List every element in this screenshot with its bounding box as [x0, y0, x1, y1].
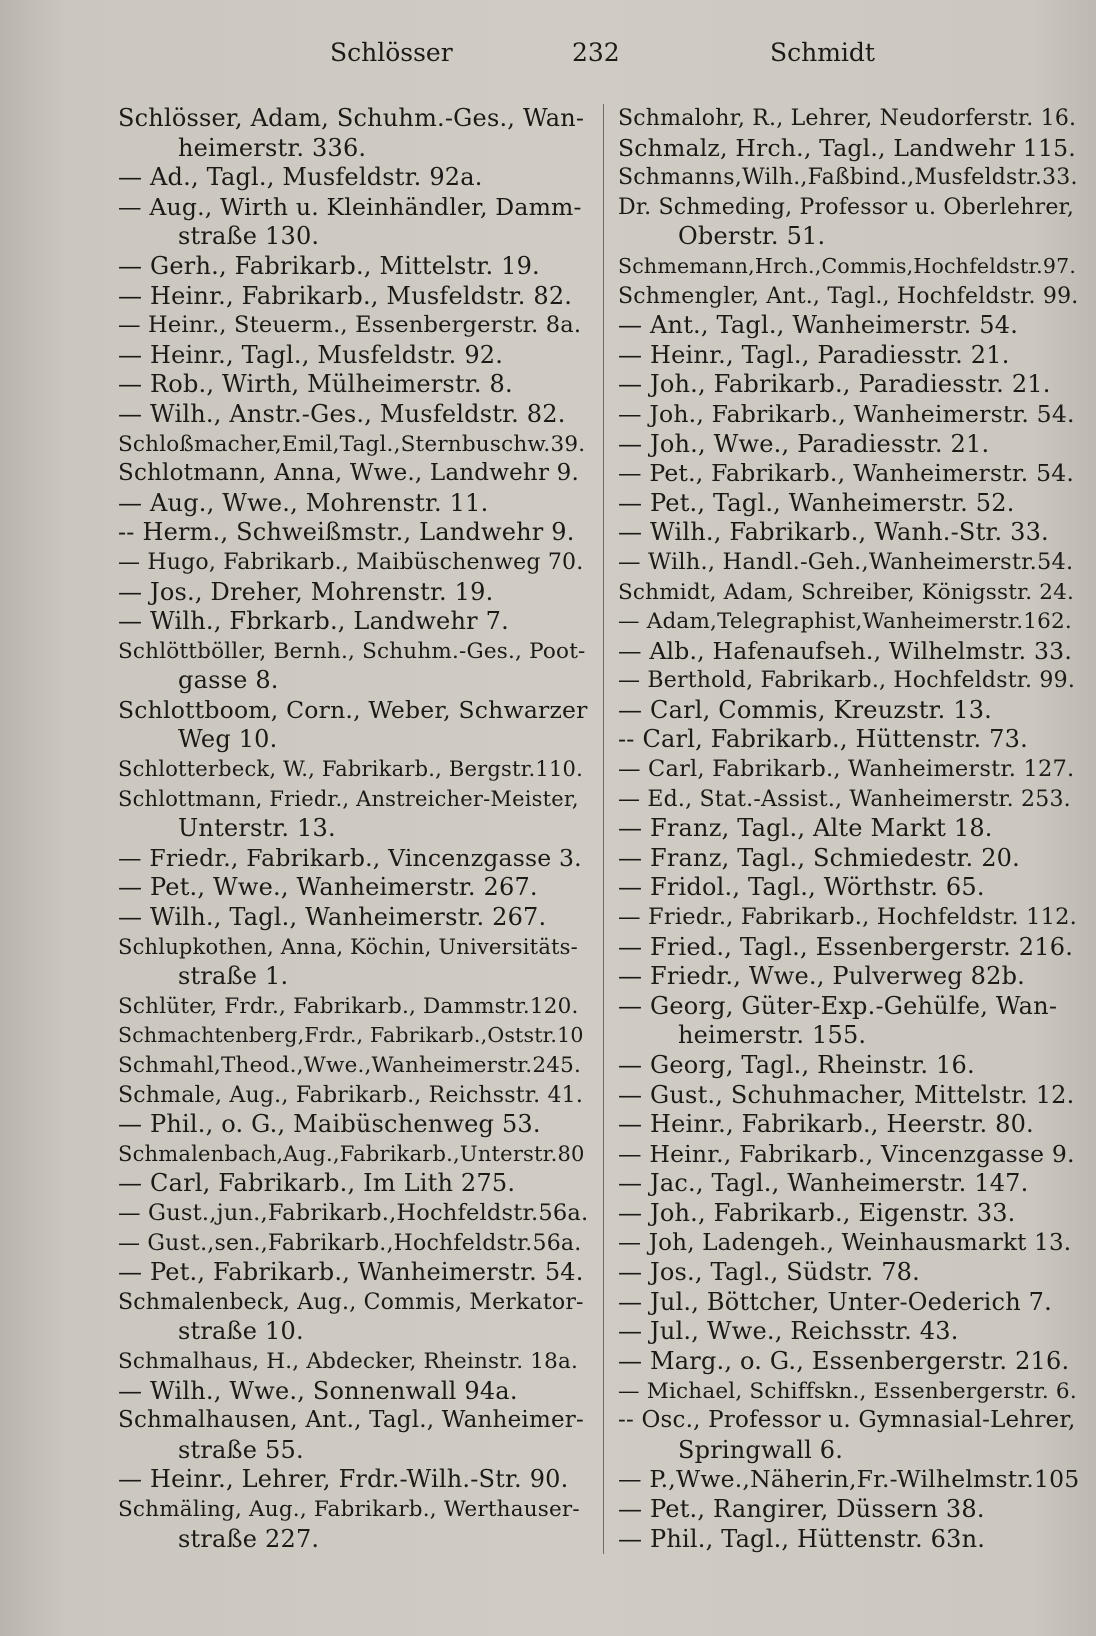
directory-line: Schmalenbeck, Aug., Commis, Merkator- [118, 1289, 584, 1315]
directory-line: Springwall 6. [678, 1435, 844, 1464]
directory-line: — Marg., o. G., Essenbergerstr. 216. [618, 1346, 1070, 1375]
directory-line: — Wilh., Tagl., Wanheimerstr. 267. [118, 903, 547, 932]
directory-line: Schmalhausen, Ant., Tagl., Wanheimer- [118, 1407, 584, 1434]
directory-line: — Franz, Tagl., Schmiedestr. 20. [618, 843, 1020, 872]
page-header [0, 38, 1096, 78]
directory-line: — Michael, Schiffskn., Essenbergerstr. 6. [618, 1378, 1077, 1404]
directory-line: — Georg, Güter-Exp.-Gehülfe, Wan- [618, 991, 1058, 1020]
directory-line: — Ant., Tagl., Wanheimerstr. 54. [618, 311, 1019, 340]
directory-line: — Joh., Fabrikarb., Eigenstr. 33. [618, 1198, 1016, 1227]
directory-line: gasse 8. [178, 666, 279, 695]
directory-line: — Gust.,jun.,Fabrikarb.,Hochfeldstr.56a. [118, 1199, 589, 1226]
directory-line: straße 130. [178, 222, 320, 251]
left-column [118, 104, 588, 1554]
directory-line: Schlöttböller, Bernh., Schuhm.-Ges., Poot- [118, 638, 586, 664]
directory-line: — Adam,Telegraphist,Wanheimerstr.162. [618, 609, 1072, 635]
directory-line: Schmahl,Theod.,Wwe.,Wanheimerstr.245. [118, 1053, 581, 1078]
directory-line: — Georg, Tagl., Rheinstr. 16. [618, 1051, 975, 1079]
directory-line: Schloßmacher,Emil,Tagl.,Sternbuschw.39. [118, 431, 586, 457]
directory-line: — Heinr., Tagl., Musfeldstr. 92. [118, 340, 504, 369]
directory-line: — Carl, Commis, Kreuzstr. 13. [618, 695, 993, 724]
directory-line: Schmalenbach,Aug.,Fabrikarb.,Unterstr.80 [118, 1141, 585, 1166]
header-first-name: Schlösser [330, 38, 453, 67]
directory-line: — Phil., o. G., Maibüschenweg 53. [118, 1110, 541, 1139]
directory-line: — Ed., Stat.-Assist., Wanheimerstr. 253. [618, 786, 1071, 812]
right-column [618, 104, 1080, 1554]
directory-line: -- Carl, Fabrikarb., Hüttenstr. 73. [618, 725, 1028, 754]
directory-line: — Friedr., Wwe., Pulverweg 82b. [618, 962, 1026, 991]
directory-line: — Pet., Rangirer, Düssern 38. [618, 1494, 985, 1523]
directory-line: — Heinr., Tagl., Paradiesstr. 21. [618, 340, 1010, 369]
directory-line: straße 1. [178, 962, 289, 991]
directory-line: — Rob., Wirth, Mülheimerstr. 8. [118, 370, 513, 399]
directory-line: Schmalz, Hrch., Tagl., Landwehr 115. [618, 133, 1076, 162]
directory-line: straße 227. [178, 1524, 320, 1553]
directory-line: — Joh., Wwe., Paradiesstr. 21. [618, 429, 990, 458]
column-divider [603, 104, 604, 1554]
directory-line: — Franz, Tagl., Alte Markt 18. [618, 814, 993, 843]
directory-line: — Friedr., Fabrikarb., Vincenzgasse 3. [118, 843, 582, 872]
directory-line: -- Herm., Schweißmstr., Landwehr 9. [118, 518, 575, 547]
directory-line: — Heinr., Steuerm., Essenbergerstr. 8a. [118, 312, 582, 339]
directory-line: — Heinr., Fabrikarb., Vincenzgasse 9. [618, 1139, 1075, 1168]
directory-line: — Jul., Wwe., Reichsstr. 43. [618, 1317, 959, 1346]
directory-line: — Fried., Tagl., Essenbergerstr. 216. [618, 932, 1074, 961]
directory-line: — Heinr., Fabrikarb., Musfeldstr. 82. [118, 281, 573, 310]
directory-line: — Joh., Fabrikarb., Paradiesstr. 21. [618, 370, 1051, 399]
directory-line: — Phil., Tagl., Hüttenstr. 63n. [618, 1524, 986, 1553]
directory-line: Schmemann,Hrch.,Commis,Hochfeldstr.97. [618, 253, 1077, 278]
directory-line: — Wilh., Fabrikarb., Wanh.-Str. 33. [618, 518, 1049, 547]
directory-line: — Wilh., Handl.-Geh.,Wanheimerstr.54. [618, 548, 1074, 575]
directory-line: — Pet., Tagl., Wanheimerstr. 52. [618, 488, 1015, 517]
directory-line: — Jul., Böttcher, Unter-Oederich 7. [618, 1287, 1052, 1316]
directory-line: straße 10. [178, 1317, 304, 1346]
directory-line: Oberstr. 51. [678, 222, 826, 251]
directory-line: Schlottboom, Corn., Weber, Schwarzer [118, 695, 588, 724]
directory-line: — Gust., Schuhmacher, Mittelstr. 12. [618, 1080, 1075, 1109]
directory-line: — Heinr., Fabrikarb., Heerstr. 80. [618, 1110, 1034, 1139]
directory-line: — Joh, Ladengeh., Weinhausmarkt 13. [618, 1229, 1072, 1256]
directory-line: — Hugo, Fabrikarb., Maibüschenweg 70. [118, 549, 584, 575]
directory-line: — Gerh., Fabrikarb., Mittelstr. 19. [118, 251, 540, 280]
directory-line: Unterstr. 13. [178, 814, 336, 843]
directory-line: — Berthold, Fabrikarb., Hochfeldstr. 99. [618, 668, 1076, 694]
directory-line: — Pet., Wwe., Wanheimerstr. 267. [118, 873, 538, 902]
directory-line: Schmanns,Wilh.,Faßbind.,Musfeldstr.33. [618, 165, 1078, 191]
directory-line: Schmalhaus, H., Abdecker, Rheinstr. 18a. [118, 1348, 579, 1374]
directory-line: — Pet., Fabrikarb., Wanheimerstr. 54. [118, 1258, 584, 1287]
header-last-name: Schmidt [770, 38, 875, 67]
directory-line: — Wilh., Anstr.-Ges., Musfeldstr. 82. [118, 399, 566, 428]
directory-line: — Aug., Wwe., Mohrenstr. 11. [118, 488, 489, 517]
directory-line: — P.,Wwe.,Näherin,Fr.-Wilhelmstr.105 [618, 1465, 1080, 1494]
directory-line: — Heinr., Lehrer, Frdr.-Wilh.-Str. 90. [118, 1465, 569, 1494]
directory-line: Schlupkothen, Anna, Köchin, Universitäts- [118, 934, 578, 959]
directory-line: — Wilh., Wwe., Sonnenwall 94a. [118, 1376, 518, 1405]
directory-line: — Pet., Fabrikarb., Wanheimerstr. 54. [618, 459, 1075, 488]
directory-line: — Alb., Hafenaufseh., Wilhelmstr. 33. [618, 636, 1072, 665]
directory-line: Schlottmann, Friedr., Anstreicher-Meister, [118, 786, 579, 811]
directory-line: -- Osc., Professor u. Gymnasial-Lehrer, [618, 1407, 1076, 1434]
directory-line: Schmäling, Aug., Fabrikarb., Werthauser- [118, 1496, 580, 1522]
directory-line: — Carl, Fabrikarb., Im Lith 275. [118, 1169, 516, 1198]
directory-line: — Jos., Dreher, Mohrenstr. 19. [118, 577, 494, 606]
directory-line: Schlösser, Adam, Schuhm.-Ges., Wan- [118, 104, 585, 132]
directory-line: — Gust.,sen.,Fabrikarb.,Hochfeldstr.56a. [118, 1230, 582, 1256]
directory-line: — Jac., Tagl., Wanheimerstr. 147. [618, 1169, 1029, 1198]
page-number: 232 [572, 38, 620, 67]
directory-line: — Fridol., Tagl., Wörthstr. 65. [618, 873, 985, 902]
directory-line: — Ad., Tagl., Musfeldstr. 92a. [118, 163, 483, 192]
directory-line: — Wilh., Fbrkarb., Landwehr 7. [118, 607, 509, 636]
directory-line: Schlotmann, Anna, Wwe., Landwehr 9. [118, 460, 579, 487]
directory-line: Schmalohr, R., Lehrer, Neudorferstr. 16. [618, 106, 1077, 131]
directory-line: — Aug., Wirth u. Kleinhändler, Damm- [118, 192, 582, 221]
directory-line: Schmale, Aug., Fabrikarb., Reichsstr. 41. [118, 1082, 584, 1108]
directory-line: Schmidt, Adam, Schreiber, Königsstr. 24. [618, 579, 1075, 605]
directory-line: Weg 10. [178, 725, 278, 754]
directory-line: Schmengler, Ant., Tagl., Hochfeldstr. 99. [618, 283, 1079, 309]
directory-line: Dr. Schmeding, Professor u. Oberlehrer, [618, 194, 1075, 220]
directory-line: — Carl, Fabrikarb., Wanheimerstr. 127. [618, 756, 1075, 783]
directory-line: heimerstr. 155. [678, 1021, 867, 1050]
directory-line: straße 55. [178, 1435, 304, 1464]
directory-line: — Friedr., Fabrikarb., Hochfeldstr. 112. [618, 904, 1077, 931]
directory-line: Schlotterbeck, W., Fabrikarb., Bergstr.110. [118, 757, 583, 782]
directory-line: heimerstr. 336. [178, 133, 367, 162]
directory-line: — Jos., Tagl., Südstr. 78. [618, 1258, 920, 1287]
directory-line: Schlüter, Frdr., Fabrikarb., Dammstr.120. [118, 993, 579, 1019]
directory-line: — Joh., Fabrikarb., Wanheimerstr. 54. [618, 399, 1075, 428]
directory-line: Schmachtenberg,Frdr., Fabrikarb.,Oststr.10 [118, 1023, 584, 1048]
